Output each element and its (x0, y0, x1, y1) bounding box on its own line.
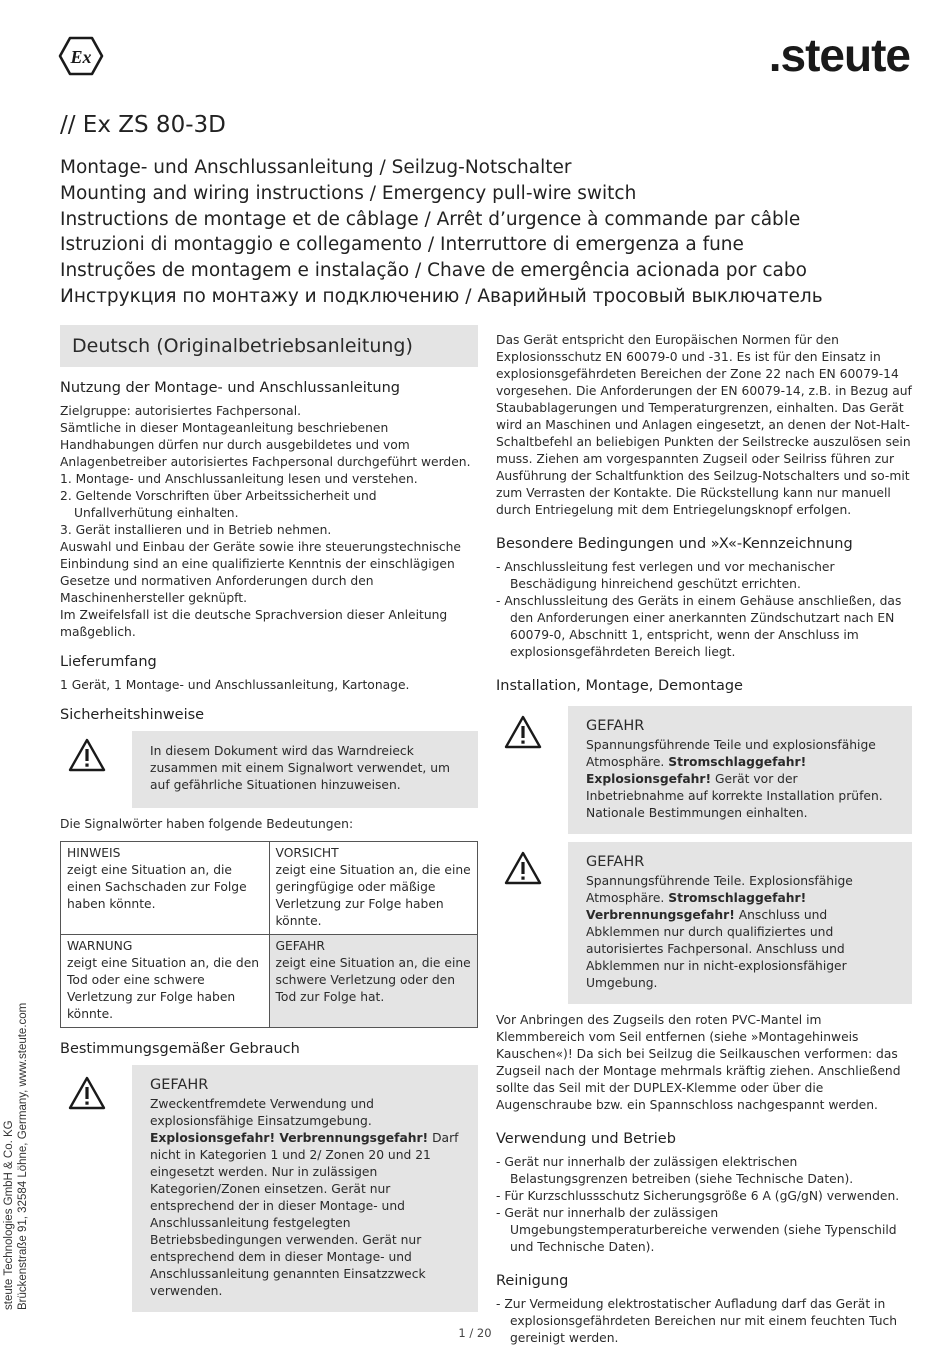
warning-triangle-icon (60, 1065, 114, 1111)
warning-triangle-icon (496, 842, 550, 886)
subtitle-block (60, 155, 920, 310)
list-item: - Für Kurzschlussschutz Sicherungsgröße 6 A (gG/gN) verwenden. (496, 1189, 900, 1203)
zweifelsfall-paragraph: Im Zweifelsfall ist die deutsche Sprachversion dieser Anleitung maßgeblich. (60, 608, 448, 639)
signal-cell-hinweis (61, 842, 270, 935)
danger-title: GEFAHR (150, 1077, 209, 1093)
warning-triangle-icon (496, 706, 550, 750)
danger-box (568, 706, 912, 834)
list-item: 3. Gerät installieren und in Betrieb nehmen. (60, 523, 332, 537)
signal-intro: Die Signalwörter haben folgende Bedeutungen: (60, 817, 354, 831)
product-title: // Ex ZS 80-3D (60, 112, 226, 138)
subtitle-it: Istruzioni di montaggio e collegamento / Interruttore di emergenza a fune (60, 234, 744, 256)
heading-installation: Installation, Montage, Demontage (496, 678, 743, 694)
subtitle-de: Montage- und Anschlussanleitung / Seilzug-Notschalter (60, 157, 572, 178)
list-item: - Anschlussleitung des Geräts in einem Gehäuse anschließen, das den Anforderungen einer anerkannten Zündschutzart nach EN 60079-0, Abschnitt 1, entspricht, wenn der Anschluss im explosionsgefährdeten Bereich liegt. (496, 594, 902, 659)
heading-reinigung: Reinigung (496, 1273, 569, 1289)
signal-text: zeigt eine Situation an, die eine geringfügige oder mäßige Verletzung zur Folge haben könnte. (275, 863, 471, 928)
signal-title: GEFAHR (275, 939, 325, 953)
danger-notice (60, 1065, 478, 1312)
heading-bestimmung: Bestimmungsgemäßer Gebrauch (60, 1041, 300, 1057)
danger-text-bold: Explosionsgefahr! Verbrennungsgefahr! (150, 1131, 429, 1145)
company-name: steute Technologies GmbH & Co. KG (3, 1120, 15, 1310)
subtitle-pt: Instruções de montagem e instalação / Chave de emergência acionada por cabo (60, 260, 807, 282)
heading-sicherheit: Sicherheitshinweise (60, 707, 205, 723)
ex-logo-text: Ex (70, 47, 92, 67)
subtitle-ru: Инструкция по монтажу и подключению / Аварийный тросовый выключатель (60, 285, 823, 307)
danger-text (586, 737, 894, 822)
warning-box-text: In diesem Dokument wird das Warndreieck zusammen mit einem Signalwort verwendet, um auf gefährliche Situationen hinzuweisen. (132, 731, 478, 808)
danger-text-part: Zweckentfremdete Verwendung und explosionsfähige Einsatzumgebung. (150, 1097, 374, 1128)
heading-besondere: Besondere Bedingungen und »X«-Kennzeichnung (496, 536, 853, 552)
danger-text-part: Spannungsführende Teile. Explosionsfähige Atmosphäre. (586, 874, 853, 905)
table-row (61, 935, 478, 1028)
danger-title: GEFAHR (586, 854, 645, 870)
nutzung-paragraph: Sämtliche in dieser Montageanleitung beschriebenen Handhabungen dürfen nur durch ausgebildetes und vom Anlagenbetreiber autorisiertes Fachpersonal durchgeführt werden. (60, 421, 471, 469)
danger-text-part: Darf nicht in Kategorien 1 und 2/ Zonen 20 und 21 eingesetzt werden. Nur in zulässigen Kategorien/Zonen einsetzen. Gerät nur entsprechend der in dieser Montage- und Anschlussanleitung festgelegten Betriebsbedingungen verwenden. Gerät nur entsprechend dem in dieser Montage- und Anschlussanleitung genannten Einsatzzweck verwenden. (150, 1131, 459, 1298)
ex-atex-logo-icon (58, 36, 104, 76)
heading-nutzung: Nutzung der Montage- und Anschlussanleitung (60, 380, 400, 396)
signal-title: VORSICHT (275, 846, 339, 860)
subtitle-en: Mounting and wiring instructions / Emergency pull-wire switch (60, 182, 637, 204)
lieferumfang-text: 1 Gerät, 1 Montage- und Anschlussanleitung, Kartonage. (60, 678, 410, 692)
auswahl-paragraph: Auswahl und Einbau der Geräte sowie ihre steuerungstechnische Einbindung sind an eine qualifizierte Kenntnis der einschlägigen Gesetze und normativen Anforderungen durch den Maschinenhersteller geknüpft. (60, 540, 461, 605)
list-item: 1. Montage- und Anschlussanleitung lesen und verstehen. (60, 472, 418, 486)
list-item: 2. Geltende Vorschriften über Arbeitssicherheit und Unfallverhütung einhalten. (60, 489, 377, 520)
signal-text: zeigt eine Situation an, die eine schwere Verletzung oder den Tod zur Folge hat. (275, 956, 471, 1004)
danger-text-bold: Stromschlaggefahr! Explosionsgefahr! (586, 755, 807, 786)
danger-text-part: Spannungsführende Teile und explosionsfähige Atmosphäre. (586, 738, 876, 769)
left-column (60, 325, 478, 1320)
target-group-text: Zielgruppe: autorisiertes Fachpersonal. (60, 404, 302, 418)
list-item: - Gerät nur innerhalb der zulässigen Umgebungstemperaturbereiche verwenden (siehe Typenschild und Technische Daten). (496, 1206, 897, 1254)
signal-words-table (60, 841, 478, 1028)
signal-text: zeigt eine Situation an, die einen Sachschaden zur Folge haben könnte. (67, 863, 247, 911)
danger-notice (496, 706, 912, 834)
list-item: - Gerät nur innerhalb der zulässigen elektrischen Belastungsgrenzen betreiben (siehe Technische Daten). (496, 1155, 854, 1186)
intro-paragraph: Das Gerät entspricht den Europäischen Normen für den Explosionsschutz EN 60079-0 und -31. Es ist für den Einsatz in explosionsgefährdeten Bereichen der Zone 22 nach EN 60079-14 vorgesehen. Die Anforderungen der EN 60079-14, z.B. in Bezug auf Staubablagerungen und Temperaturgrenzen, einhalten. Das Gerät wird an Maschinen und Anlagen eingesetzt, an denen der Not-Halt-Schaltbefehl an beliebigen Punkten der Seilstrecke auszulösen sein muss. Ziehen am vorgespannten Zugseil oder Seilriss führen zur Ausführung der Schaltfunktion des Seilzug-Notschalters und so-mit zum Verrasten der Kontakte. Die Rückstellung kann nur manuell durch Entriegelung mit dem Entriegelungsknopf erfolgen. (496, 333, 912, 517)
list-item: - Anschlussleitung fest verlegen und vor mechanischer Beschädigung hinreichend geschützt errichten. (496, 560, 835, 591)
warning-triangle-icon (60, 731, 114, 773)
signal-cell-gefahr (269, 935, 478, 1028)
company-address: Brückenstraße 91, 32584 Löhne, Germany, www.steute.com (17, 1002, 29, 1310)
signal-cell-warnung (61, 935, 270, 1028)
danger-box (132, 1065, 478, 1312)
signal-title: WARNUNG (67, 939, 133, 953)
brand-logo: .steute (768, 29, 910, 81)
danger-text-bold: Stromschlaggefahr! Verbrennungsgefahr! (586, 891, 807, 922)
heading-verwendung: Verwendung und Betrieb (496, 1131, 676, 1147)
signal-cell-vorsicht (269, 842, 478, 935)
danger-box (568, 842, 912, 1004)
page-number: 1 / 20 (458, 1326, 492, 1340)
danger-text-part: Anschluss und Abklemmen nur durch qualifiziertes und autorisiertes Fachpersonal. Anschluss und Abklemmen nur in nicht-explosionsfähiger Umgebung. (586, 908, 847, 990)
heading-lieferumfang: Lieferumfang (60, 654, 157, 670)
danger-text-part: Gerät vor der Inbetriebnahme auf korrekte Installation prüfen. Nationale Bestimmungen einhalten. (586, 772, 883, 820)
zugseil-paragraph: Vor Anbringen des Zugseils den roten PVC-Mantel im Klemmbereich vom Seil entfernen (siehe »Montagehinweis Kauschen«)! Da sich bei Seilzug die Seilkauschen verformen: das Zugseil nach der Montage mehrmals kräftig ziehen. Anschließend sollte das Seil mit der DUPLEX-Klemme oder über die Augenschraube bzw. ein Spannschloss nachgespannt werden. (496, 1013, 901, 1112)
list-item: - Zur Vermeidung elektrostatischer Aufladung darf das Gerät in explosionsgefährdeten Bereichen nur mit einem feuchten Tuch gereinigt werden. (496, 1297, 898, 1345)
danger-notice (496, 842, 912, 1004)
signal-text: zeigt eine Situation an, die den Tod oder eine schwere Verletzung zur Folge haben könnte. (67, 956, 260, 1021)
right-column (496, 332, 912, 1347)
language-section-bar: Deutsch (Originalbetriebsanleitung) (60, 325, 478, 367)
table-row (61, 842, 478, 935)
subtitle-fr: Instructions de montage et de câblage / Arrêt d’urgence à commande par câble (60, 208, 801, 230)
warning-notice (60, 731, 478, 808)
company-imprint (2, 1003, 30, 1310)
signal-title: HINWEIS (67, 846, 121, 860)
danger-title: GEFAHR (586, 718, 645, 734)
danger-text (150, 1096, 460, 1300)
danger-text (586, 873, 894, 992)
